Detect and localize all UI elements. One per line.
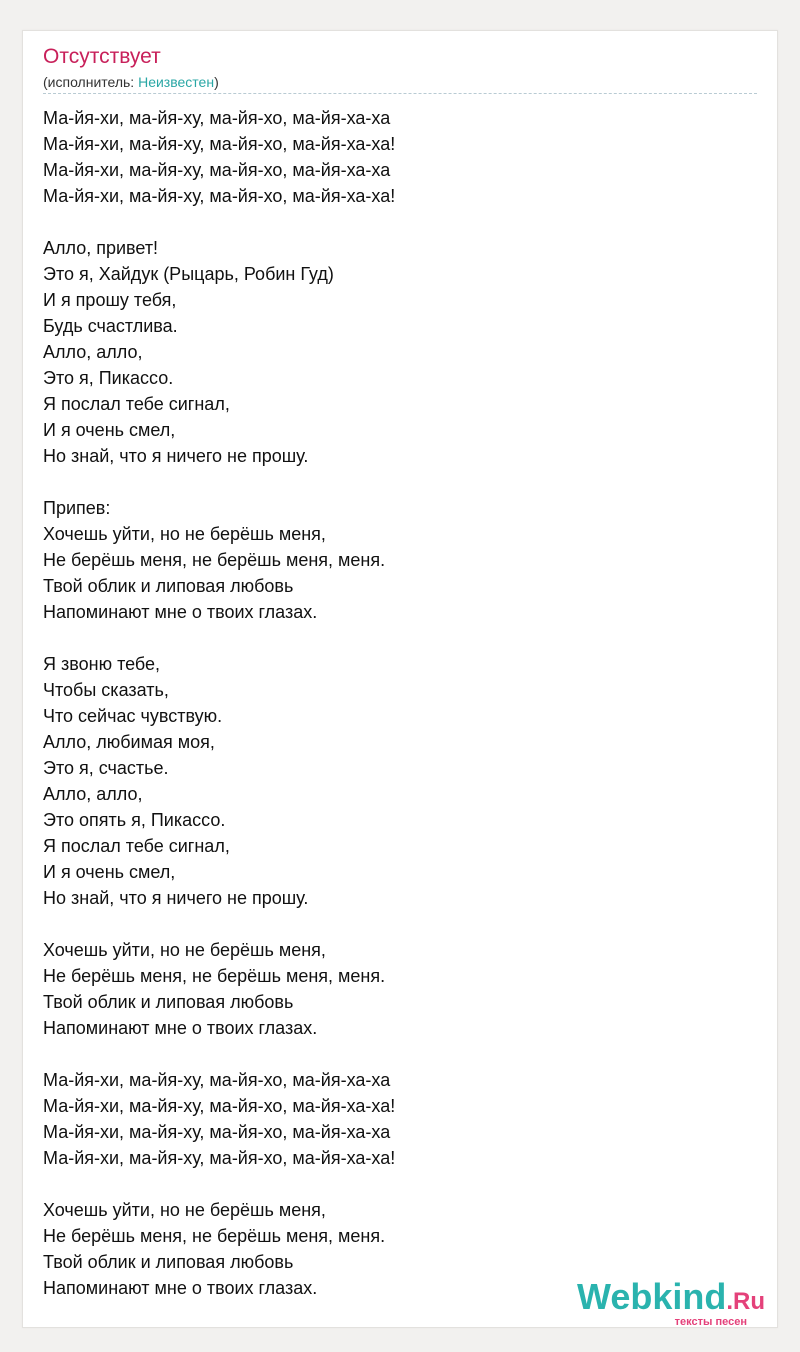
lyrics-body [43,105,663,1327]
lyric-line: Это я, Хайдук (Рыцарь, Робин Гуд) [43,264,334,284]
lyric-line: Напоминают мне о твоих глазах. [43,602,318,622]
lyric-line: Хочешь уйти, но не берёшь меня, [43,1200,326,1220]
lyric-line: Ма-йя-хи, ма-йя-ху, ма-йя-хо, ма-йя-ха-ха [43,108,391,128]
lyric-line: Не берёшь меня, не берёшь меня, меня. [43,1226,386,1246]
lyric-line: Я послал тебе сигнал, [43,836,230,856]
artist-prefix: (исполнитель: [43,74,139,90]
lyrics-stanza [43,1197,663,1301]
lyric-line: Ма-йя-хи, ма-йя-ху, ма-йя-хо, ма-йя-ха-ха! [43,1148,396,1168]
artist-link[interactable]: Неизвестен [138,74,215,90]
lyric-line: Не берёшь меня, не берёшь меня, меня. [43,550,386,570]
lyrics-stanza [43,105,663,209]
lyric-line: Ма-йя-хи, ма-йя-ху, ма-йя-хо, ма-йя-ха-ха! [43,134,396,154]
lyric-line: Чтобы сказать, [43,680,169,700]
lyric-line: Алло, алло, [43,342,143,362]
title-divider [43,93,757,94]
artist-line [43,73,219,91]
lyrics-stanza [43,235,663,469]
logo-tagline: тексты песен [674,1316,747,1328]
lyric-line: Ма-йя-хи, ма-йя-ху, ма-йя-хо, ма-йя-ха-ха [43,160,391,180]
lyric-line: Ма-йя-хи, ма-йя-ху, ма-йя-хо, ма-йя-ха-ха! [43,1096,396,1116]
logo-suffix-text: .Ru [726,1288,765,1315]
lyrics-stanza [43,495,663,625]
lyric-line: И я очень смел, [43,862,176,882]
lyric-line: Ма-йя-хи, ма-йя-ху, ма-йя-хо, ма-йя-ха-ха! [43,186,396,206]
lyric-line: Припев: [43,498,111,518]
lyric-line: Не берёшь меня, не берёшь меня, меня. [43,966,386,986]
song-title: Отсутствует [43,45,161,68]
lyric-line: Я звоню тебе, [43,654,161,674]
lyric-line: Напоминают мне о твоих глазах. [43,1018,318,1038]
lyric-line: Твой облик и липовая любовь [43,576,294,596]
lyric-line: Это опять я, Пикассо. [43,810,226,830]
lyric-line: Хочешь уйти, но не берёшь меня, [43,940,326,960]
lyrics-card [22,30,778,1328]
lyric-line: Ма-йя-хи, ма-йя-ху, ма-йя-хо, ма-йя-ха-ха [43,1070,391,1090]
lyric-line: Ма-йя-хи, ма-йя-ху, ма-йя-хо, ма-йя-ха-ха [43,1122,391,1142]
lyric-line: Но знай, что я ничего не прошу. [43,888,309,908]
lyric-line: Алло, алло, [43,784,143,804]
logo-main-text: Webkind [576,1276,727,1317]
lyric-line: Твой облик и липовая любовь [43,992,294,1012]
lyric-line: Что сейчас чувствую. [43,706,223,726]
lyric-line: Алло, любимая моя, [43,732,215,752]
logo-wordmark [575,1276,765,1320]
lyric-line: Это я, счастье. [43,758,169,778]
artist-suffix: ) [214,74,219,90]
lyric-line: Будь счастлива. [43,316,178,336]
lyric-line: Алло, привет! [43,238,159,258]
lyric-line: Напоминают мне о твоих глазах. [43,1278,318,1298]
lyric-line: И я прошу тебя, [43,290,177,310]
lyric-line: Я послал тебе сигнал, [43,394,230,414]
lyric-line: Хочешь уйти, но не берёшь меня, [43,524,326,544]
site-logo[interactable] [575,1276,765,1328]
lyric-line: Это я, Пикассо. [43,368,174,388]
lyrics-stanza [43,937,663,1041]
lyrics-stanza [43,1067,663,1171]
lyric-line: И я очень смел, [43,420,176,440]
lyrics-stanza [43,651,663,911]
lyric-line: Но знай, что я ничего не прошу. [43,446,309,466]
lyric-line: Твой облик и липовая любовь [43,1252,294,1272]
